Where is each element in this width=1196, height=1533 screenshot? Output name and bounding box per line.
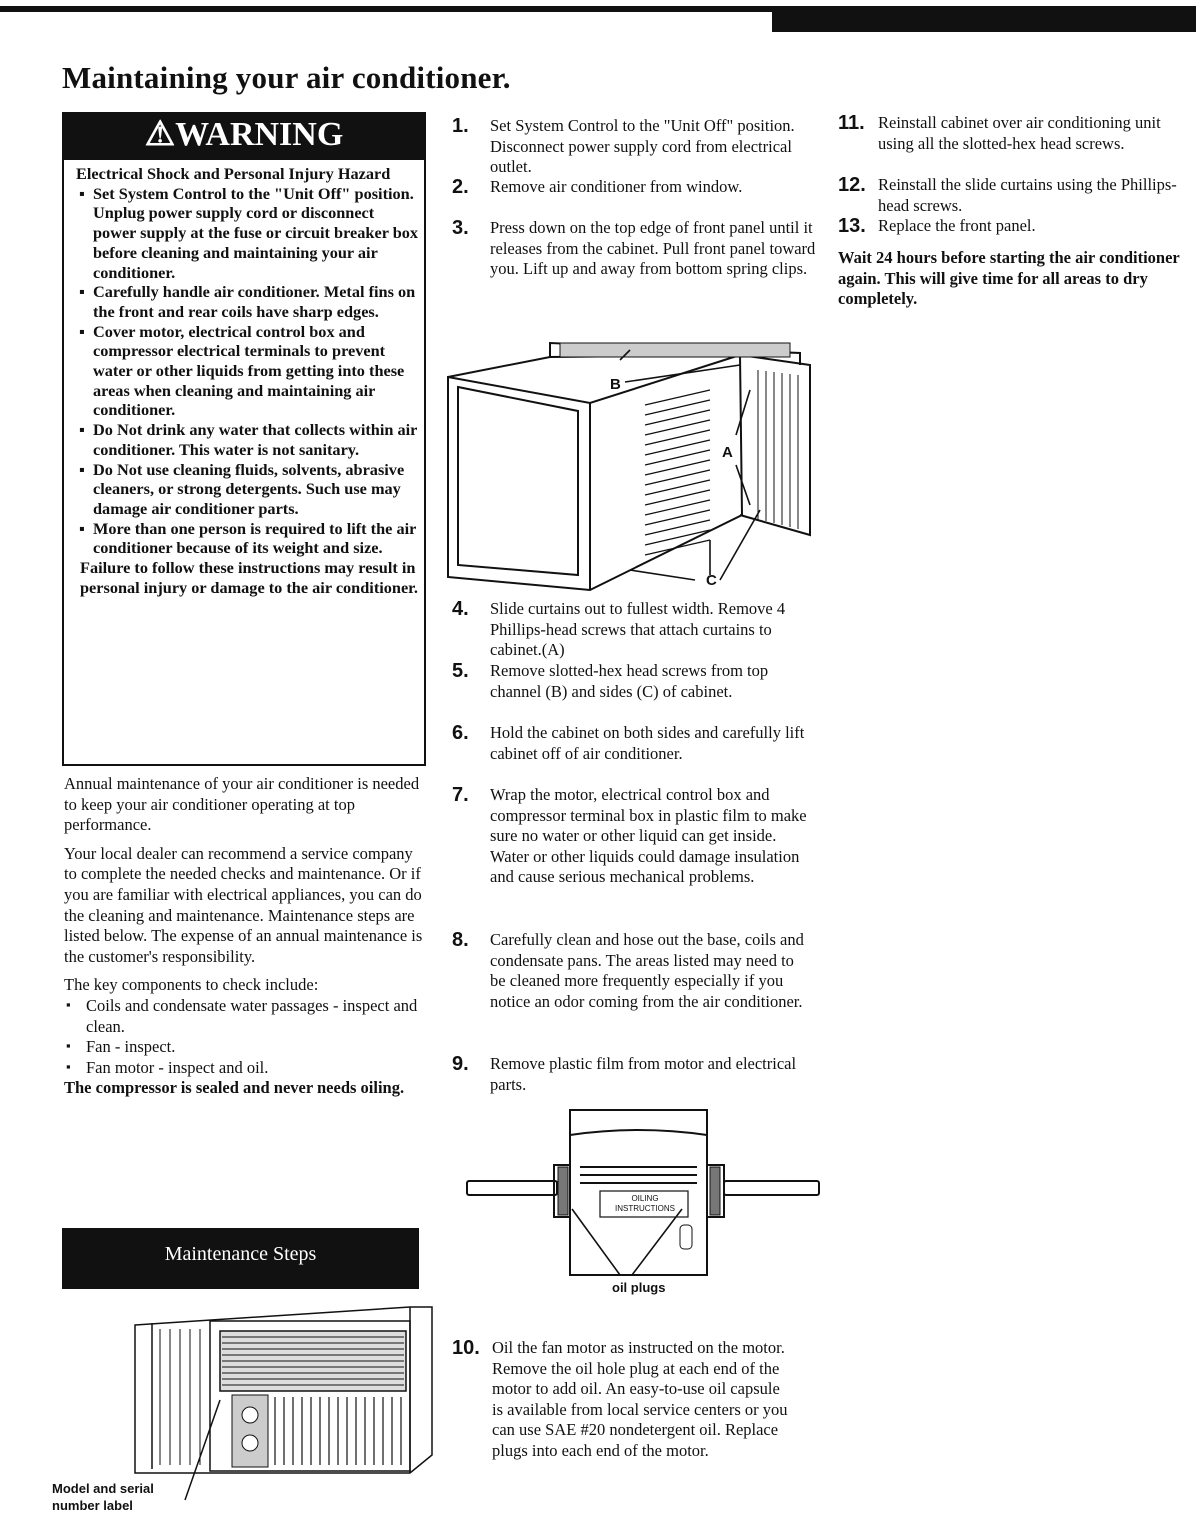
label-a: A [722, 444, 733, 461]
warning-item: ▪ Carefully handle air conditioner. Metal fins on the front and rear coils have sharp edges. [76, 282, 420, 321]
step-number: 8. [452, 929, 469, 951]
step-number: 11. [838, 112, 865, 134]
component-item: ▪ Fan motor - inspect and oil. [64, 1058, 426, 1079]
step-number: 5. [452, 660, 469, 682]
warning-list [76, 184, 420, 558]
label-b: B [610, 376, 621, 393]
step-2 [452, 177, 792, 198]
warning-item: ▪ Do Not drink any water that collects within air conditioner. This water is not sanitary. [76, 420, 420, 459]
step-6 [452, 723, 812, 764]
step-text: Oil the fan motor as instructed on the motor. Remove the oil hole plug at each end of the motor to add oil. An easy-to-use oil capsule is available from local service centers or you can use SAE #20 nondetergent oil. Replace plugs into each end of the motor. [492, 1338, 788, 1460]
step-4 [452, 599, 812, 661]
step-text: Remove air conditioner from window. [490, 177, 743, 196]
step-number: 4. [452, 598, 469, 620]
step-text: Replace the front panel. [878, 216, 1036, 235]
step-11 [838, 113, 1178, 154]
step-8 [452, 930, 812, 1012]
step-text: Reinstall cabinet over air conditioning unit using all the slotted-hex head screws. [878, 113, 1161, 153]
page-title: Maintaining your air conditioner. [62, 60, 511, 95]
step-10 [452, 1338, 792, 1462]
compressor-note: The compressor is sealed and never needs oiling. [64, 1078, 405, 1098]
component-item: ▪ Coils and condensate water passages - inspect and clean. [64, 996, 426, 1037]
top-tab [772, 6, 1196, 32]
step-number: 2. [452, 176, 469, 198]
warning-hazard: Electrical Shock and Personal Injury Hazard [76, 164, 391, 183]
cabinet-removal-illustration [440, 325, 820, 600]
warning-item: ▪ Set System Control to the "Unit Off" position. Unplug power supply cord or disconnect power supply at the fuse or circuit breaker box before cleaning and maintaining your air conditioner. [76, 184, 420, 283]
step-text: Wrap the motor, electrical control box and compressor terminal box in plastic film to make sure no water or other liquid can get inside. Water or other liquids could damage insulation and cause serious mechanical problems. [490, 785, 807, 887]
intro-paragraph: Annual maintenance of your air conditioner is needed to keep your air conditioner operating at top performance. [64, 774, 420, 835]
step-text: Remove slotted-hex head screws from top channel (B) and sides (C) of cabinet. [490, 661, 769, 701]
step-number: 7. [452, 784, 469, 806]
warning-item: ▪ Do Not use cleaning fluids, solvents, abrasive cleaners, or strong detergents. Such use may damage air conditioner parts. [76, 460, 420, 519]
intro-paragraph: Your local dealer can recommend a service company to complete the needed checks and maintenance. Or if you are familiar with electrical appliances, you can do the cleaning and maintenance. Maintenance steps are listed below. The expense of an annual maintenance is the customer's responsibility. [64, 843, 423, 966]
step-number: 10. [452, 1337, 480, 1359]
step-9 [452, 1054, 814, 1095]
intro-section [64, 774, 426, 1107]
step-1 [452, 116, 822, 178]
step-number: 9. [452, 1053, 469, 1075]
step-number: 1. [452, 115, 469, 137]
warning-item: ▪ More than one person is required to lift the air conditioner because of its weight and size. [76, 519, 420, 558]
model-serial-label-caption: Model and serial number label [52, 1481, 154, 1513]
step-text: Set System Control to the "Unit Off" position. Disconnect power supply cord from electrical outlet. [490, 116, 795, 177]
step-5 [452, 661, 792, 702]
warning-item: ▪ Cover motor, electrical control box and compressor electrical terminals to prevent water or other liquids from getting into these areas when cleaning and maintaining air conditioner. [76, 322, 420, 421]
oiling-instructions-tag: OILING INSTRUCTIONS [615, 1194, 675, 1213]
step-text: Remove plastic film from motor and electrical parts. [490, 1054, 797, 1094]
maintenance-steps-header: Maintenance Steps [62, 1228, 419, 1289]
step-text: Reinstall the slide curtains using the Phillips-head screws. [878, 175, 1177, 215]
closing-note: Wait 24 hours before starting the air conditioner again. This will give time for all areas to dry completely. [838, 248, 1180, 309]
warning-body [76, 164, 420, 597]
component-item: ▪ Fan - inspect. [64, 1037, 426, 1058]
step-text: Press down on the top edge of front panel until it releases from the cabinet. Pull front panel toward you. Lift up and away from bottom spring clips. [490, 218, 816, 279]
oil-plugs-caption: oil plugs [612, 1280, 666, 1295]
step-number: 3. [452, 217, 469, 239]
warning-heading: ⚠WARNING [62, 112, 426, 160]
step-number: 13. [838, 215, 866, 237]
step-13 [838, 216, 1178, 237]
label-c: C [706, 572, 717, 589]
warning-footer: Failure to follow these instructions may result in personal injury or damage to the air conditioner. [80, 558, 418, 597]
step-text: Hold the cabinet on both sides and carefully lift cabinet off of air conditioner. [490, 723, 805, 763]
intro-paragraph: The key components to check include: [64, 975, 319, 995]
step-text: Carefully clean and hose out the base, coils and condensate pans. The areas listed may need to be cleaned more frequently especially if you notice an odor coming from the air conditioner. [490, 930, 804, 1011]
step-7 [452, 785, 814, 888]
step-12 [838, 175, 1178, 216]
step-3 [452, 218, 822, 280]
step-number: 12. [838, 174, 866, 196]
step-text: Slide curtains out to fullest width. Remove 4 Phillips-head screws that attach curtains to cabinet.(A) [490, 599, 786, 660]
components-list [64, 996, 426, 1078]
step-number: 6. [452, 722, 469, 744]
